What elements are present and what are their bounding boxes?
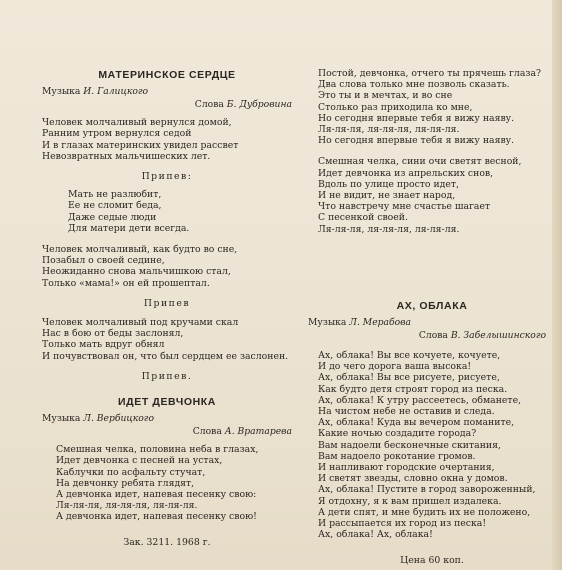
lyric-line: Как будто детя строят город из песка. <box>318 383 508 395</box>
lyric-line: Это ты и в мечтах, и во сне <box>318 90 453 102</box>
song1-credits <box>42 81 292 111</box>
print-order-number: Зак. 3211. 1968 г. <box>123 536 211 548</box>
lyric-line: Что навстречу мне счастье шагает <box>318 201 491 213</box>
lyric-line: Ах, облака! Ах, облака! <box>318 529 433 541</box>
song1-verse1 <box>42 117 292 162</box>
lyric-line: Позабыл о своей седине, <box>42 255 165 267</box>
words-credit: Слова В. Забелышинского <box>418 330 546 342</box>
song-title-idet-devchonka: ИДЕТ ДЕВЧОНКА <box>118 396 216 409</box>
lyric-line: Но сегодня впервые тебя я вижу наяву. <box>318 135 515 147</box>
song2-verse3 <box>318 156 546 234</box>
lyric-line: Смешная челка, половина неба в глазах, <box>56 444 259 456</box>
right-column <box>308 68 546 566</box>
lyric-line: Ах, облака! К утру рассеетесь, обманете, <box>318 394 522 406</box>
song2-verse1 <box>42 444 292 522</box>
song3-credits <box>308 312 546 342</box>
lyric-line: Столько раз приходила ко мне, <box>318 101 473 113</box>
lyric-line: Каблучки по асфальту стучат, <box>56 466 206 478</box>
lyric-line: Человек молчаливый вернулся домой, <box>42 117 232 129</box>
lyric-line: Два слова только мне позволь сказать. <box>318 79 510 91</box>
lyric-line: Невозвратных мальчишеских лет. <box>42 150 211 162</box>
lyric-line: Ах, облака! Куда вы вечером поманите, <box>318 417 515 429</box>
song1-verse3 <box>42 317 292 362</box>
lyric-line: Для матери дети всегда. <box>68 222 190 234</box>
lyric-line: Ах, облака! Пустите в город завороженный, <box>318 484 536 496</box>
lyric-line: Какие ночью создадите города? <box>318 428 477 440</box>
refrain-label: Припев. <box>141 370 193 382</box>
lyric-line: А девчонка идет, напевая песенку свою! <box>56 511 257 523</box>
lyric-line: И не видит, не знает народ, <box>318 190 456 202</box>
lyric-line: Человек молчаливый под кручами скал <box>42 317 239 329</box>
lyric-line: Даже седые люди <box>68 211 157 223</box>
words-credit: Слова А. Вратарева <box>192 426 292 438</box>
lyric-line: Вдоль по улице просто идет, <box>318 178 460 190</box>
lyric-line: Идет девчонка из апрельских снов, <box>318 167 494 179</box>
refrain-label: Припев: <box>141 171 193 183</box>
lyric-line: Я отдохну, я к вам пришел издалека. <box>318 495 502 507</box>
lyric-line: И напливают городские очертания, <box>318 462 495 474</box>
lyric-line: Только «мама!» он ей прошептал. <box>42 277 210 289</box>
lyric-line: Вам надоели бесконечные скитания, <box>318 439 501 451</box>
lyric-line: На девчонку ребята глядят, <box>56 477 195 489</box>
lyric-line: Человек молчаливый, как будто во сне, <box>42 244 238 256</box>
song-title-akh-oblaka: АХ, ОБЛАКА <box>396 299 468 312</box>
lyric-line: И светят звезды, словно окна у домов. <box>318 473 508 485</box>
lyric-line: Постой, девчонка, отчего ты прячешь глаза? <box>318 68 541 79</box>
page-edge-shadow <box>552 0 562 570</box>
lyric-line: Мать не разлюбит, <box>68 189 162 201</box>
lyric-line: Ранним утром вернулся седой <box>42 128 192 140</box>
refrain-label: Припев <box>143 297 191 309</box>
lyric-line: Но сегодня впервые тебя я вижу наяву. <box>318 112 515 124</box>
lyric-line: Ее не сломит беда, <box>68 200 162 212</box>
lyric-line: Смешная челка, сини очи светят весной, <box>318 156 522 168</box>
lyric-line: С песенкой своей. <box>318 212 408 224</box>
lyric-line: Ля-ля-ля, ля-ля-ля, ля-ля-ля. <box>318 124 460 136</box>
lyric-line: А девчонка идет, напевая песенку свою: <box>56 489 257 501</box>
lyric-line: Ля-ля-ля, ля-ля-ля, ля-ля-ля. <box>318 223 460 235</box>
lyric-line: Вам надоело рокотание громов. <box>318 450 476 462</box>
lyric-line: Неожиданно снова мальчишкою стал, <box>42 266 231 278</box>
lyric-line: Ах, облака! Вы все рисуете, рисуете, <box>318 372 500 384</box>
lyric-line: На чистом небе не оставив и следа. <box>318 406 495 418</box>
song2-verse2 <box>318 68 546 146</box>
song1-verse2 <box>42 244 292 289</box>
lyric-line: Нас в бою от беды заслонял, <box>42 328 184 340</box>
music-credit: Музыка Л. Мерабова <box>308 317 411 329</box>
lyric-line: И в глазах материнских увидел рассвет <box>42 139 239 151</box>
lyric-line: И до чего дорога ваша высока! <box>318 361 472 373</box>
words-credit: Слова Б. Дубровина <box>194 99 292 111</box>
lyric-line: Только мать вдруг обнял <box>42 339 165 351</box>
song-title-materinskoe-serdtse: МАТЕРИНСКОЕ СЕРДЦЕ <box>98 69 236 81</box>
song1-refrain <box>42 189 292 234</box>
lyric-line: И рассыпается их город из песка! <box>318 518 487 530</box>
price-label: Цена 60 коп. <box>400 554 464 566</box>
left-column <box>42 70 292 548</box>
music-credit: Музыка И. Галицкого <box>42 86 149 98</box>
lyric-line: И почувствовал он, что был сердцем ее заслонен. <box>42 350 289 362</box>
music-credit: Музыка Л. Вербицкого <box>42 413 154 425</box>
song3-lyrics <box>318 350 546 540</box>
lyric-line: Ля-ля-ля, ля-ля-ля, ля-ля-ля. <box>56 500 198 512</box>
lyric-line: А дети спят, и мне будить их не положено, <box>318 506 531 518</box>
song2-credits <box>42 408 292 438</box>
lyric-line: Идет девчонка с песней на устах, <box>56 455 223 467</box>
lyric-line: Ах, облака! Вы все кочуете, кочуете, <box>318 350 501 362</box>
